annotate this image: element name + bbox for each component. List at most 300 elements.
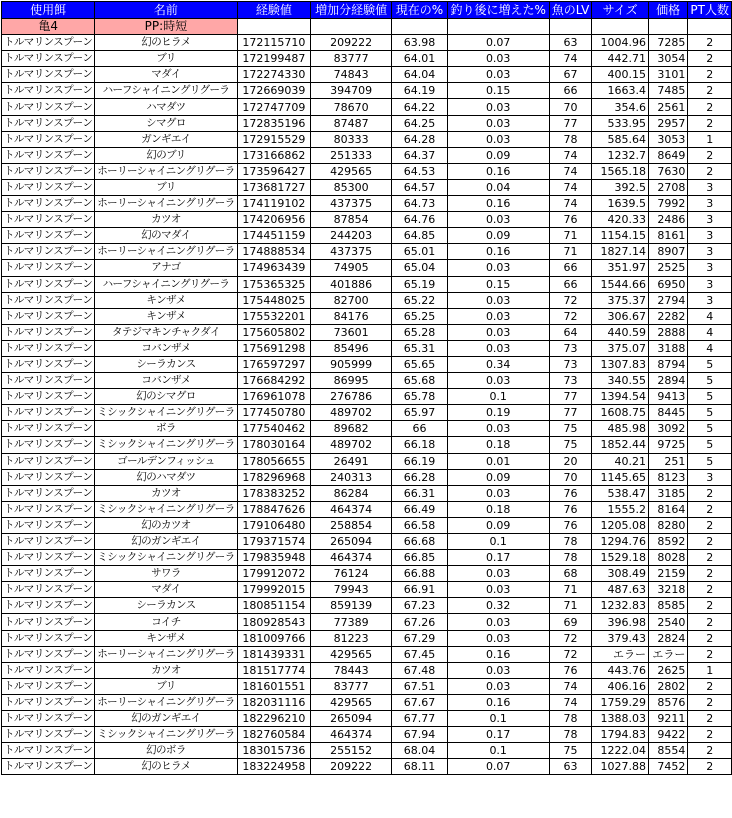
- price-cell[interactable]: 7452: [649, 759, 688, 775]
- exp-cell[interactable]: 172669039: [237, 83, 311, 99]
- fish-level-cell[interactable]: 73: [549, 340, 592, 356]
- current-percent-cell[interactable]: 67.67: [392, 694, 447, 710]
- fish-level-cell[interactable]: 78: [549, 534, 592, 550]
- party-size-cell[interactable]: 5: [688, 389, 732, 405]
- fish-level-cell[interactable]: 76: [549, 485, 592, 501]
- current-percent-cell[interactable]: 66.49: [392, 501, 447, 517]
- percent-gain-cell[interactable]: 0.03: [447, 67, 549, 83]
- price-cell[interactable]: 2888: [649, 324, 688, 340]
- size-cell[interactable]: 354.6: [592, 99, 649, 115]
- price-cell[interactable]: 3218: [649, 582, 688, 598]
- percent-gain-cell[interactable]: 0.1: [447, 389, 549, 405]
- exp-gain-cell[interactable]: 76124: [311, 566, 392, 582]
- party-size-cell[interactable]: 5: [688, 405, 732, 421]
- party-size-cell[interactable]: 3: [688, 196, 732, 212]
- price-cell[interactable]: 2282: [649, 308, 688, 324]
- party-size-cell[interactable]: 3: [688, 276, 732, 292]
- exp-cell[interactable]: 182031116: [237, 694, 311, 710]
- current-percent-cell[interactable]: 65.01: [392, 244, 447, 260]
- party-size-cell[interactable]: 2: [688, 614, 732, 630]
- fish-name-cell[interactable]: ボラ: [95, 421, 237, 437]
- fish-name-cell[interactable]: ブリ: [95, 51, 237, 67]
- current-percent-cell[interactable]: 64.01: [392, 51, 447, 67]
- size-cell[interactable]: 1555.2: [592, 501, 649, 517]
- percent-gain-cell[interactable]: 0.03: [447, 99, 549, 115]
- party-size-cell[interactable]: 2: [688, 727, 732, 743]
- size-cell[interactable]: 1394.54: [592, 389, 649, 405]
- fish-name-cell[interactable]: 幻のマダイ: [95, 228, 237, 244]
- current-percent-cell[interactable]: 67.26: [392, 614, 447, 630]
- fish-name-cell[interactable]: ミシックシャイニングリグーラ: [95, 437, 237, 453]
- price-cell[interactable]: 3054: [649, 51, 688, 67]
- price-cell[interactable]: 7630: [649, 163, 688, 179]
- party-size-cell[interactable]: 2: [688, 99, 732, 115]
- exp-gain-cell[interactable]: 265094: [311, 534, 392, 550]
- fish-level-cell[interactable]: 72: [549, 308, 592, 324]
- current-percent-cell[interactable]: 65.68: [392, 373, 447, 389]
- percent-gain-cell[interactable]: 0.03: [447, 131, 549, 147]
- fish-name-cell[interactable]: マダイ: [95, 67, 237, 83]
- size-cell[interactable]: 400.15: [592, 67, 649, 83]
- fish-level-cell[interactable]: 70: [549, 469, 592, 485]
- size-cell[interactable]: 533.95: [592, 115, 649, 131]
- bait-cell[interactable]: トルマリンスプーン: [2, 147, 95, 163]
- party-size-cell[interactable]: 1: [688, 131, 732, 147]
- fish-name-cell[interactable]: 幻のヒラメ: [95, 759, 237, 775]
- fish-level-cell[interactable]: 76: [549, 662, 592, 678]
- bait-cell[interactable]: トルマリンスプーン: [2, 131, 95, 147]
- bait-cell[interactable]: トルマリンスプーン: [2, 115, 95, 131]
- fish-name-cell[interactable]: アナゴ: [95, 260, 237, 276]
- fish-name-cell[interactable]: ゴールデンフィッシュ: [95, 453, 237, 469]
- bait-cell[interactable]: トルマリンスプーン: [2, 534, 95, 550]
- percent-gain-cell[interactable]: 0.1: [447, 711, 549, 727]
- fish-level-cell[interactable]: 69: [549, 614, 592, 630]
- party-size-cell[interactable]: 2: [688, 550, 732, 566]
- exp-gain-cell[interactable]: 86995: [311, 373, 392, 389]
- current-percent-cell[interactable]: 67.77: [392, 711, 447, 727]
- size-cell[interactable]: 487.63: [592, 582, 649, 598]
- fish-name-cell[interactable]: ミシックシャイニングリグーラ: [95, 550, 237, 566]
- percent-gain-cell[interactable]: 0.19: [447, 405, 549, 421]
- price-cell[interactable]: 2894: [649, 373, 688, 389]
- party-size-cell[interactable]: 4: [688, 324, 732, 340]
- fish-name-cell[interactable]: 幻のボラ: [95, 743, 237, 759]
- fish-level-cell[interactable]: 75: [549, 743, 592, 759]
- current-percent-cell[interactable]: 66.91: [392, 582, 447, 598]
- exp-cell[interactable]: 178030164: [237, 437, 311, 453]
- party-size-cell[interactable]: 2: [688, 711, 732, 727]
- exp-gain-cell[interactable]: 86284: [311, 485, 392, 501]
- exp-cell[interactable]: 179106480: [237, 517, 311, 533]
- bait-cell[interactable]: トルマリンスプーン: [2, 517, 95, 533]
- percent-gain-cell[interactable]: 0.16: [447, 694, 549, 710]
- size-cell[interactable]: 1639.5: [592, 196, 649, 212]
- fish-name-cell[interactable]: シーラカンス: [95, 356, 237, 372]
- party-size-cell[interactable]: 3: [688, 179, 732, 195]
- exp-cell[interactable]: 174119102: [237, 196, 311, 212]
- exp-cell[interactable]: 183224958: [237, 759, 311, 775]
- size-cell[interactable]: 585.64: [592, 131, 649, 147]
- exp-cell[interactable]: 172747709: [237, 99, 311, 115]
- size-cell[interactable]: 1608.75: [592, 405, 649, 421]
- exp-cell[interactable]: 173166862: [237, 147, 311, 163]
- percent-gain-cell[interactable]: 0.09: [447, 469, 549, 485]
- empty-cell[interactable]: [311, 19, 392, 35]
- percent-gain-cell[interactable]: 0.03: [447, 614, 549, 630]
- party-size-cell[interactable]: 5: [688, 421, 732, 437]
- price-cell[interactable]: 3188: [649, 340, 688, 356]
- fish-name-cell[interactable]: カツオ: [95, 662, 237, 678]
- exp-gain-cell[interactable]: 258854: [311, 517, 392, 533]
- price-cell[interactable]: 8794: [649, 356, 688, 372]
- party-size-cell[interactable]: 2: [688, 67, 732, 83]
- exp-gain-cell[interactable]: 437375: [311, 244, 392, 260]
- size-cell[interactable]: 306.67: [592, 308, 649, 324]
- fish-level-cell[interactable]: 72: [549, 630, 592, 646]
- party-size-cell[interactable]: 2: [688, 598, 732, 614]
- exp-gain-cell[interactable]: 78443: [311, 662, 392, 678]
- exp-cell[interactable]: 179992015: [237, 582, 311, 598]
- exp-gain-cell[interactable]: 87854: [311, 212, 392, 228]
- percent-gain-cell[interactable]: 0.16: [447, 646, 549, 662]
- price-cell[interactable]: 8164: [649, 501, 688, 517]
- fish-level-cell[interactable]: 73: [549, 356, 592, 372]
- size-cell[interactable]: 1145.65: [592, 469, 649, 485]
- current-percent-cell[interactable]: 67.51: [392, 678, 447, 694]
- fish-level-cell[interactable]: 20: [549, 453, 592, 469]
- percent-gain-cell[interactable]: 0.15: [447, 276, 549, 292]
- bait-cell[interactable]: トルマリンスプーン: [2, 646, 95, 662]
- fish-level-cell[interactable]: 78: [549, 711, 592, 727]
- current-percent-cell[interactable]: 64.19: [392, 83, 447, 99]
- size-cell[interactable]: 1794.83: [592, 727, 649, 743]
- current-percent-cell[interactable]: 64.22: [392, 99, 447, 115]
- current-percent-cell[interactable]: 66.18: [392, 437, 447, 453]
- bait-cell[interactable]: トルマリンスプーン: [2, 469, 95, 485]
- size-cell[interactable]: 420.33: [592, 212, 649, 228]
- party-size-cell[interactable]: 3: [688, 212, 732, 228]
- fish-level-cell[interactable]: 68: [549, 566, 592, 582]
- bait-cell[interactable]: トルマリンスプーン: [2, 550, 95, 566]
- size-cell[interactable]: 1307.83: [592, 356, 649, 372]
- fish-name-cell[interactable]: ホーリーシャイニングリグーラ: [95, 694, 237, 710]
- bait-cell[interactable]: トルマリンスプーン: [2, 35, 95, 51]
- fish-level-cell[interactable]: 74: [549, 51, 592, 67]
- exp-cell[interactable]: 178847626: [237, 501, 311, 517]
- price-cell[interactable]: 2802: [649, 678, 688, 694]
- header-exp[interactable]: 経験値: [237, 2, 311, 19]
- bait-cell[interactable]: トルマリンスプーン: [2, 260, 95, 276]
- party-size-cell[interactable]: 5: [688, 453, 732, 469]
- subheader-turtle-cell[interactable]: 亀4: [2, 19, 95, 35]
- subheader-pp-cell[interactable]: PP:時短: [95, 19, 237, 35]
- fish-name-cell[interactable]: キンザメ: [95, 308, 237, 324]
- current-percent-cell[interactable]: 68.11: [392, 759, 447, 775]
- fish-name-cell[interactable]: 幻のガンギエイ: [95, 534, 237, 550]
- exp-cell[interactable]: 175365325: [237, 276, 311, 292]
- percent-gain-cell[interactable]: 0.16: [447, 244, 549, 260]
- percent-gain-cell[interactable]: 0.03: [447, 678, 549, 694]
- current-percent-cell[interactable]: 64.57: [392, 179, 447, 195]
- fish-level-cell[interactable]: 71: [549, 244, 592, 260]
- party-size-cell[interactable]: 2: [688, 163, 732, 179]
- party-size-cell[interactable]: 2: [688, 630, 732, 646]
- fish-level-cell[interactable]: 72: [549, 646, 592, 662]
- exp-cell[interactable]: 178056655: [237, 453, 311, 469]
- empty-cell[interactable]: [649, 19, 688, 35]
- exp-cell[interactable]: 176597297: [237, 356, 311, 372]
- exp-cell[interactable]: 175691298: [237, 340, 311, 356]
- exp-cell[interactable]: 178296968: [237, 469, 311, 485]
- exp-cell[interactable]: 181601551: [237, 678, 311, 694]
- empty-cell[interactable]: [688, 19, 732, 35]
- fish-level-cell[interactable]: 77: [549, 405, 592, 421]
- current-percent-cell[interactable]: 64.85: [392, 228, 447, 244]
- exp-gain-cell[interactable]: 81223: [311, 630, 392, 646]
- fish-name-cell[interactable]: 幻のブリ: [95, 147, 237, 163]
- fish-name-cell[interactable]: コバンザメ: [95, 373, 237, 389]
- empty-cell[interactable]: [447, 19, 549, 35]
- percent-gain-cell[interactable]: 0.03: [447, 340, 549, 356]
- current-percent-cell[interactable]: 63.98: [392, 35, 447, 51]
- size-cell[interactable]: 406.16: [592, 678, 649, 694]
- fish-level-cell[interactable]: 78: [549, 550, 592, 566]
- party-size-cell[interactable]: 2: [688, 147, 732, 163]
- party-size-cell[interactable]: 3: [688, 260, 732, 276]
- exp-cell[interactable]: 172199487: [237, 51, 311, 67]
- bait-cell[interactable]: トルマリンスプーン: [2, 99, 95, 115]
- price-cell[interactable]: 7485: [649, 83, 688, 99]
- exp-gain-cell[interactable]: 464374: [311, 550, 392, 566]
- size-cell[interactable]: 1759.29: [592, 694, 649, 710]
- percent-gain-cell[interactable]: 0.32: [447, 598, 549, 614]
- size-cell[interactable]: 1852.44: [592, 437, 649, 453]
- header-size[interactable]: サイズ: [592, 2, 649, 19]
- exp-cell[interactable]: 172835196: [237, 115, 311, 131]
- exp-gain-cell[interactable]: 84176: [311, 308, 392, 324]
- percent-gain-cell[interactable]: 0.03: [447, 308, 549, 324]
- exp-gain-cell[interactable]: 85496: [311, 340, 392, 356]
- fish-name-cell[interactable]: ホーリーシャイニングリグーラ: [95, 196, 237, 212]
- exp-cell[interactable]: 179371574: [237, 534, 311, 550]
- exp-cell[interactable]: 174206956: [237, 212, 311, 228]
- party-size-cell[interactable]: 2: [688, 51, 732, 67]
- fish-name-cell[interactable]: マダイ: [95, 582, 237, 598]
- fish-name-cell[interactable]: ブリ: [95, 179, 237, 195]
- fish-level-cell[interactable]: 66: [549, 83, 592, 99]
- exp-gain-cell[interactable]: 74843: [311, 67, 392, 83]
- exp-cell[interactable]: 181009766: [237, 630, 311, 646]
- percent-gain-cell[interactable]: 0.03: [447, 115, 549, 131]
- exp-cell[interactable]: 179912072: [237, 566, 311, 582]
- exp-cell[interactable]: 175532201: [237, 308, 311, 324]
- fish-name-cell[interactable]: ホーリーシャイニングリグーラ: [95, 646, 237, 662]
- exp-gain-cell[interactable]: 89682: [311, 421, 392, 437]
- percent-gain-cell[interactable]: 0.09: [447, 228, 549, 244]
- percent-gain-cell[interactable]: 0.07: [447, 35, 549, 51]
- fish-level-cell[interactable]: 73: [549, 373, 592, 389]
- price-cell[interactable]: 8649: [649, 147, 688, 163]
- percent-gain-cell[interactable]: 0.04: [447, 179, 549, 195]
- bait-cell[interactable]: トルマリンスプーン: [2, 163, 95, 179]
- size-cell[interactable]: 1663.4: [592, 83, 649, 99]
- party-size-cell[interactable]: 5: [688, 356, 732, 372]
- current-percent-cell[interactable]: 65.19: [392, 276, 447, 292]
- exp-gain-cell[interactable]: 401886: [311, 276, 392, 292]
- party-size-cell[interactable]: 2: [688, 115, 732, 131]
- percent-gain-cell[interactable]: 0.34: [447, 356, 549, 372]
- bait-cell[interactable]: トルマリンスプーン: [2, 389, 95, 405]
- bait-cell[interactable]: トルマリンスプーン: [2, 694, 95, 710]
- party-size-cell[interactable]: 5: [688, 437, 732, 453]
- bait-cell[interactable]: トルマリンスプーン: [2, 356, 95, 372]
- percent-gain-cell[interactable]: 0.15: [447, 83, 549, 99]
- size-cell[interactable]: 1232.7: [592, 147, 649, 163]
- fish-name-cell[interactable]: 幻のガンギエイ: [95, 711, 237, 727]
- price-cell[interactable]: 2159: [649, 566, 688, 582]
- fish-name-cell[interactable]: ガンギエイ: [95, 131, 237, 147]
- bait-cell[interactable]: トルマリンスプーン: [2, 276, 95, 292]
- current-percent-cell[interactable]: 66: [392, 421, 447, 437]
- current-percent-cell[interactable]: 66.31: [392, 485, 447, 501]
- percent-gain-cell[interactable]: 0.1: [447, 534, 549, 550]
- exp-cell[interactable]: 180928543: [237, 614, 311, 630]
- exp-cell[interactable]: 180851154: [237, 598, 311, 614]
- exp-gain-cell[interactable]: 489702: [311, 405, 392, 421]
- size-cell[interactable]: 440.59: [592, 324, 649, 340]
- price-cell[interactable]: 3053: [649, 131, 688, 147]
- bait-cell[interactable]: トルマリンスプーン: [2, 421, 95, 437]
- empty-cell[interactable]: [392, 19, 447, 35]
- exp-gain-cell[interactable]: 26491: [311, 453, 392, 469]
- party-size-cell[interactable]: 2: [688, 83, 732, 99]
- exp-gain-cell[interactable]: 859139: [311, 598, 392, 614]
- header-exp-gain[interactable]: 増加分経験値: [311, 2, 392, 19]
- size-cell[interactable]: 375.07: [592, 340, 649, 356]
- fish-name-cell[interactable]: ハーフシャイニングリグーラ: [95, 276, 237, 292]
- fish-level-cell[interactable]: 71: [549, 228, 592, 244]
- price-cell[interactable]: 2957: [649, 115, 688, 131]
- party-size-cell[interactable]: 2: [688, 582, 732, 598]
- price-cell[interactable]: 7992: [649, 196, 688, 212]
- exp-gain-cell[interactable]: 80333: [311, 131, 392, 147]
- empty-cell[interactable]: [592, 19, 649, 35]
- exp-cell[interactable]: 183015736: [237, 743, 311, 759]
- exp-gain-cell[interactable]: 464374: [311, 501, 392, 517]
- percent-gain-cell[interactable]: 0.18: [447, 437, 549, 453]
- size-cell[interactable]: 1027.88: [592, 759, 649, 775]
- price-cell[interactable]: 8554: [649, 743, 688, 759]
- current-percent-cell[interactable]: 66.19: [392, 453, 447, 469]
- fish-level-cell[interactable]: 71: [549, 582, 592, 598]
- exp-cell[interactable]: 179835948: [237, 550, 311, 566]
- party-size-cell[interactable]: 2: [688, 694, 732, 710]
- current-percent-cell[interactable]: 65.28: [392, 324, 447, 340]
- fish-name-cell[interactable]: ホーリーシャイニングリグーラ: [95, 163, 237, 179]
- current-percent-cell[interactable]: 64.25: [392, 115, 447, 131]
- fish-level-cell[interactable]: 71: [549, 598, 592, 614]
- bait-cell[interactable]: トルマリンスプーン: [2, 179, 95, 195]
- fish-level-cell[interactable]: 78: [549, 131, 592, 147]
- fish-name-cell[interactable]: 幻のカツオ: [95, 517, 237, 533]
- fish-name-cell[interactable]: ブリ: [95, 678, 237, 694]
- price-cell[interactable]: 251: [649, 453, 688, 469]
- fish-level-cell[interactable]: 63: [549, 35, 592, 51]
- party-size-cell[interactable]: 2: [688, 35, 732, 51]
- bait-cell[interactable]: トルマリンスプーン: [2, 405, 95, 421]
- percent-gain-cell[interactable]: 0.09: [447, 147, 549, 163]
- exp-gain-cell[interactable]: 74905: [311, 260, 392, 276]
- fish-name-cell[interactable]: タテジマキンチャクダイ: [95, 324, 237, 340]
- percent-gain-cell[interactable]: 0.09: [447, 517, 549, 533]
- percent-gain-cell[interactable]: 0.03: [447, 292, 549, 308]
- percent-gain-cell[interactable]: 0.03: [447, 566, 549, 582]
- fish-name-cell[interactable]: カツオ: [95, 212, 237, 228]
- party-size-cell[interactable]: 2: [688, 678, 732, 694]
- current-percent-cell[interactable]: 64.37: [392, 147, 447, 163]
- party-size-cell[interactable]: 2: [688, 501, 732, 517]
- size-cell[interactable]: 375.37: [592, 292, 649, 308]
- current-percent-cell[interactable]: 64.04: [392, 67, 447, 83]
- exp-cell[interactable]: 174888534: [237, 244, 311, 260]
- fish-level-cell[interactable]: 75: [549, 437, 592, 453]
- fish-level-cell[interactable]: 76: [549, 517, 592, 533]
- percent-gain-cell[interactable]: 0.18: [447, 501, 549, 517]
- price-cell[interactable]: 8907: [649, 244, 688, 260]
- exp-gain-cell[interactable]: 209222: [311, 759, 392, 775]
- exp-cell[interactable]: 172915529: [237, 131, 311, 147]
- party-size-cell[interactable]: 2: [688, 743, 732, 759]
- size-cell[interactable]: 1205.08: [592, 517, 649, 533]
- price-cell[interactable]: 9211: [649, 711, 688, 727]
- current-percent-cell[interactable]: 65.65: [392, 356, 447, 372]
- size-cell[interactable]: 443.76: [592, 662, 649, 678]
- exp-gain-cell[interactable]: 240313: [311, 469, 392, 485]
- exp-gain-cell[interactable]: 77389: [311, 614, 392, 630]
- current-percent-cell[interactable]: 66.68: [392, 534, 447, 550]
- exp-cell[interactable]: 175448025: [237, 292, 311, 308]
- exp-gain-cell[interactable]: 83777: [311, 678, 392, 694]
- party-size-cell[interactable]: 2: [688, 534, 732, 550]
- price-cell[interactable]: 2794: [649, 292, 688, 308]
- percent-gain-cell[interactable]: 0.03: [447, 51, 549, 67]
- price-cell[interactable]: 9725: [649, 437, 688, 453]
- percent-gain-cell[interactable]: 0.01: [447, 453, 549, 469]
- exp-gain-cell[interactable]: 209222: [311, 35, 392, 51]
- current-percent-cell[interactable]: 67.29: [392, 630, 447, 646]
- current-percent-cell[interactable]: 65.97: [392, 405, 447, 421]
- fish-name-cell[interactable]: ホーリーシャイニングリグーラ: [95, 244, 237, 260]
- exp-cell[interactable]: 182760584: [237, 727, 311, 743]
- price-cell[interactable]: 2486: [649, 212, 688, 228]
- fish-level-cell[interactable]: 66: [549, 260, 592, 276]
- bait-cell[interactable]: トルマリンスプーン: [2, 437, 95, 453]
- exp-cell[interactable]: 174451159: [237, 228, 311, 244]
- fish-level-cell[interactable]: 74: [549, 179, 592, 195]
- bait-cell[interactable]: トルマリンスプーン: [2, 759, 95, 775]
- bait-cell[interactable]: トルマリンスプーン: [2, 373, 95, 389]
- party-size-cell[interactable]: 2: [688, 566, 732, 582]
- exp-gain-cell[interactable]: 464374: [311, 727, 392, 743]
- exp-gain-cell[interactable]: 83777: [311, 51, 392, 67]
- price-cell[interactable]: 8028: [649, 550, 688, 566]
- price-cell[interactable]: 3185: [649, 485, 688, 501]
- fish-level-cell[interactable]: 76: [549, 212, 592, 228]
- current-percent-cell[interactable]: 64.28: [392, 131, 447, 147]
- exp-gain-cell[interactable]: 429565: [311, 163, 392, 179]
- header-party-size[interactable]: PT人数: [688, 2, 732, 19]
